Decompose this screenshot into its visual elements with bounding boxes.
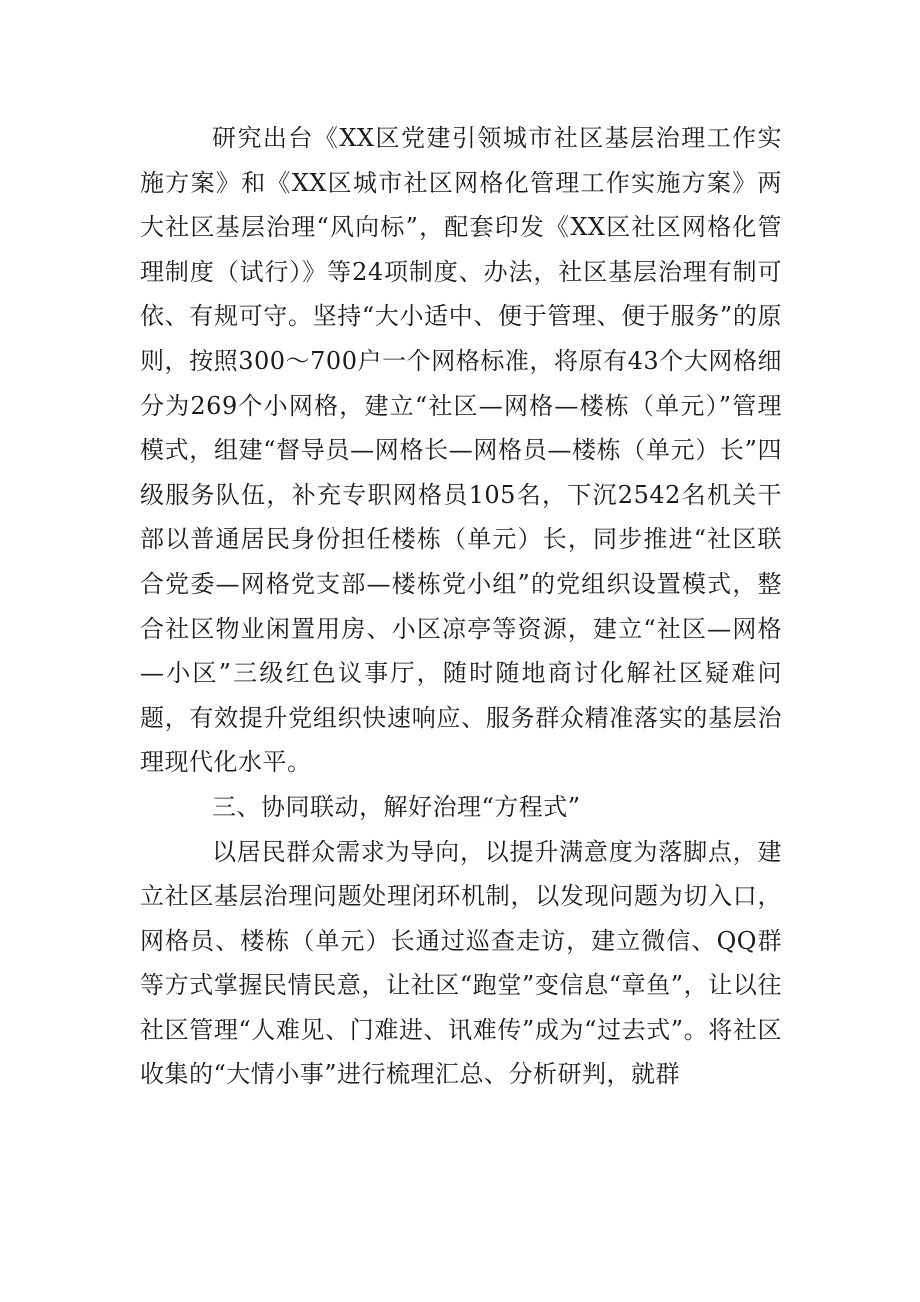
document-body xyxy=(140,116,782,1097)
paragraph-resident-needs: 以居民群众需求为导向，以提升满意度为落脚点，建立社区基层治理问题处理闭环机制，以发现问题为切入口，网格员、楼栋（单元）长通过巡查走访，建立微信、QQ群等方式掌握民情民意，让社区“跑堂”变信息“章鱼”，让以往社区管理“人难见、门难进、讯难传”成为“过去式”。将社区收集的“大情小事”进行梳理汇总、分析研判，就群 xyxy=(140,837,782,1089)
paragraph-policy-plans: 研究出台《XX区党建引领城市社区基层治理工作实施方案》和《XX区城市社区网格化管理工作实施方案》两大社区基层治理“风向标”，配套印发《XX区社区网格化管理制度（试行）》等24项制度、办法，社区基层治理有制可依、有规可守。坚持“大小适中、便于管理、便于服务”的原则，按照300～700户一个网格标准，将原有43个大网格细分为269个小网格，建立“社区—网格—楼栋（单元）”管理模式，组建“督导员—网格长—网格员—楼栋（单元）长”四级服务队伍，补充专职网格员105名，下沉2542名机关干部以普通居民身份担任楼栋（单元）长，同步推进“社区联合党委—网格党支部—楼栋党小组”的党组织设置模式，整合社区物业闲置用房、小区凉亭等资源，建立“社区—网格—小区”三级红色议事厅，随时随地商讨化解社区疑难问题，有效提升党组织快速响应、服务群众精准落实的基层治理现代化水平。 xyxy=(140,124,782,777)
section-heading-coordination: 三、协同联动，解好治理“方程式” xyxy=(212,792,581,821)
